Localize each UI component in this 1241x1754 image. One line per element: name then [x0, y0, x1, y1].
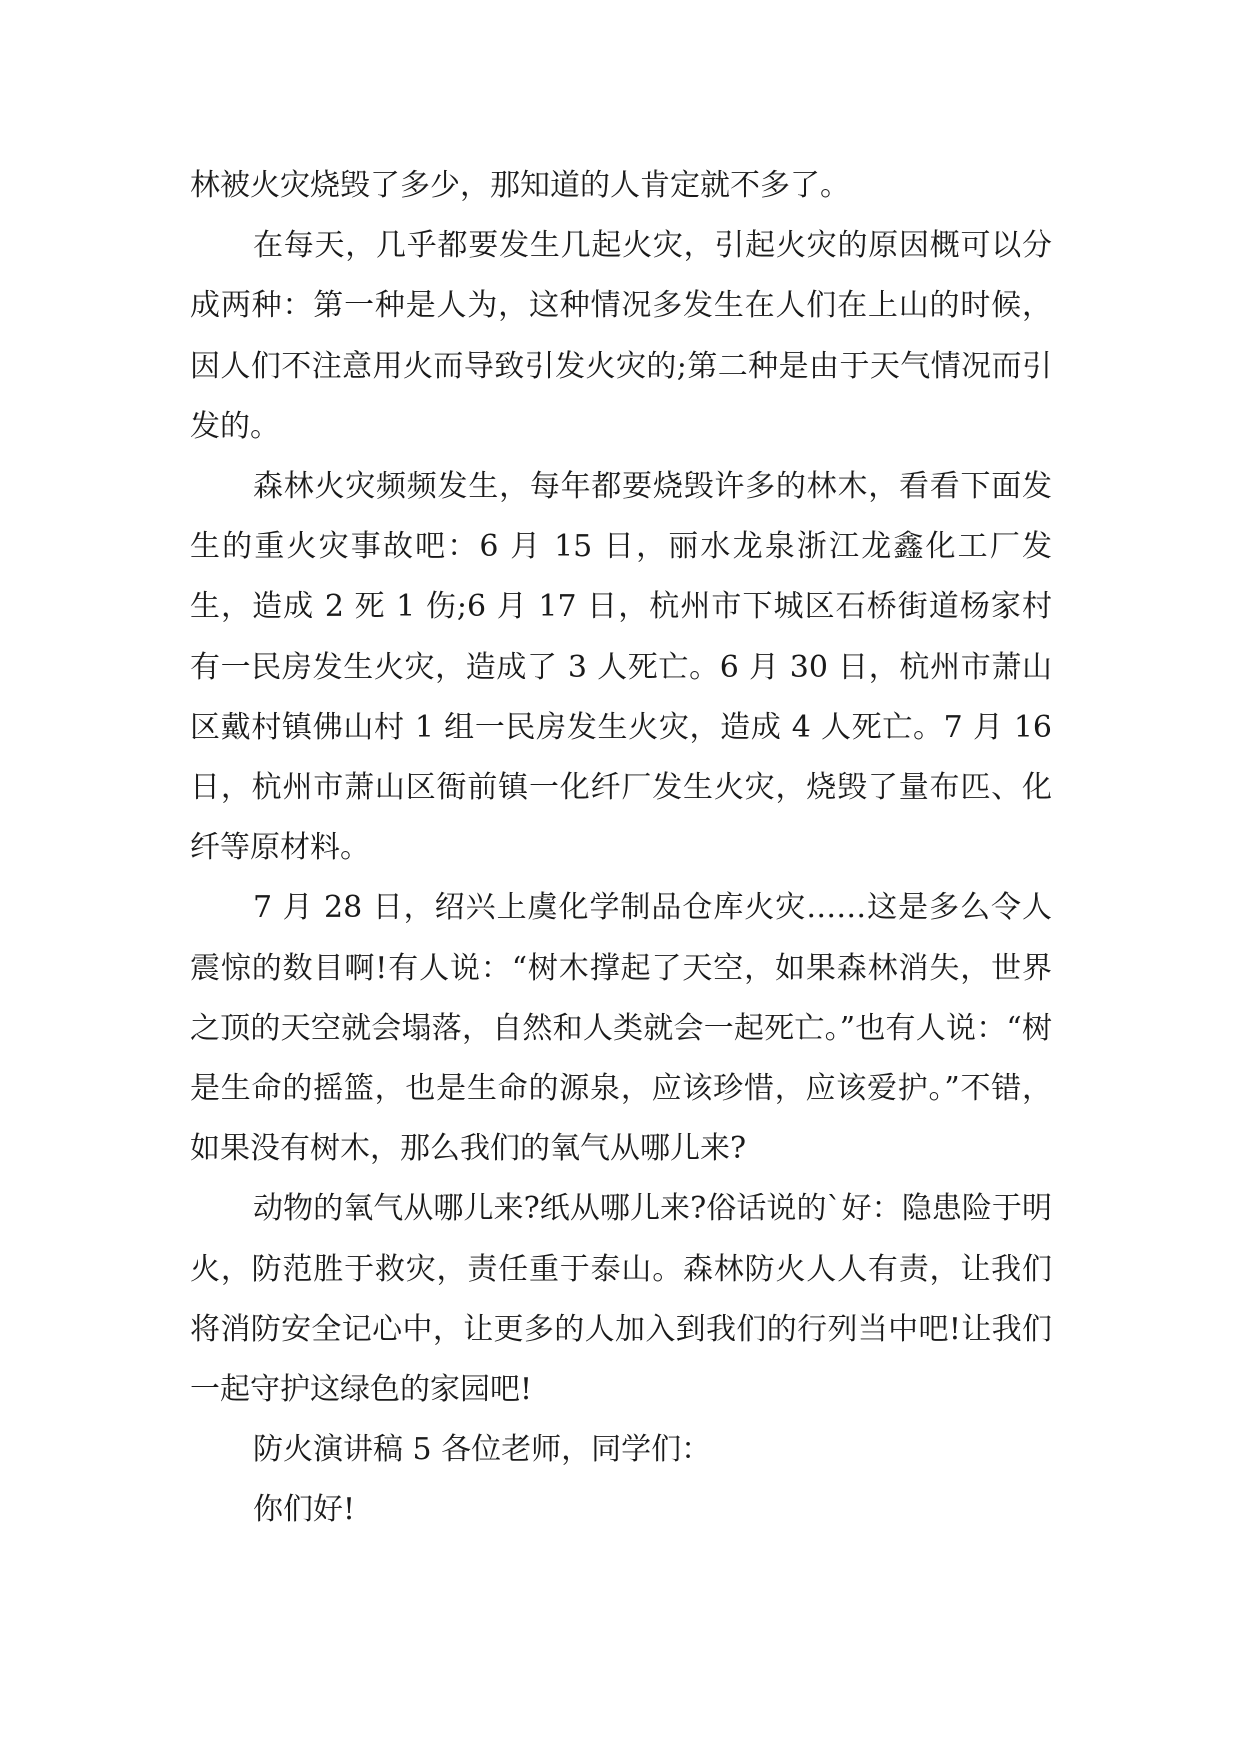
speech-heading: 防火演讲稿 5 各位老师，同学们： — [253, 1432, 712, 1468]
paragraph-call-to-action: 动物的氧气从哪儿来?纸从哪儿来?俗话说的`好：隐患险于明火，防范胜于救灾，责任重于泰山。森林防火人人有责，让我们将消防安全记心中，让更多的人加入到我们的行列当中吧!让我们一起守护这绿色的家园吧! — [190, 1191, 1052, 1408]
paragraph-fire-incidents: 森林火灾频频发生，每年都要烧毁许多的林木，看看下面发生的重火灾事故吧：6 月 15 日，丽水龙泉浙江龙鑫化工厂发生，造成 2 死 1 伤;6 月 17 日，杭州市下城区石桥街道杨家村有一民房发生火灾，造成了 3 人死亡。6 月 30 日，杭州市萧山区戴村镇佛山村 1 组一民房发生火灾，造成 4 人死亡。7 月 16 日，杭州市萧山区衙前镇一化纤厂发生火灾，烧毁了量布匹、化纤等原材料。 — [190, 469, 1052, 866]
paragraph-continuation: 林被火灾烧毁了多少，那知道的人肯定就不多了。 — [190, 168, 850, 203]
document-body — [190, 156, 1052, 1541]
paragraph-fire-causes: 在每天，几乎都要发生几起火灾，引起火灾的原因概可以分成两种：第一种是人为，这种情况多发生在人们在上山的时候，因人们不注意用火而导致引发火灾的;第二种是由于天气情况而引发的。 — [190, 228, 1052, 444]
paragraph-quotes: 7 月 28 日，绍兴上虞化学制品仓库火灾……这是多么令人震惊的数目啊!有人说：“树木撑起了天空，如果森林消失，世界之顶的天空就会塌落，自然和人类就会一起死亡。”也有人说：“树是生命的摇篮，也是生命的源泉，应该珍惜，应该爱护。”不错，如果没有树木，那么我们的氧气从哪儿来? — [190, 890, 1052, 1167]
greeting: 你们好! — [253, 1492, 356, 1528]
